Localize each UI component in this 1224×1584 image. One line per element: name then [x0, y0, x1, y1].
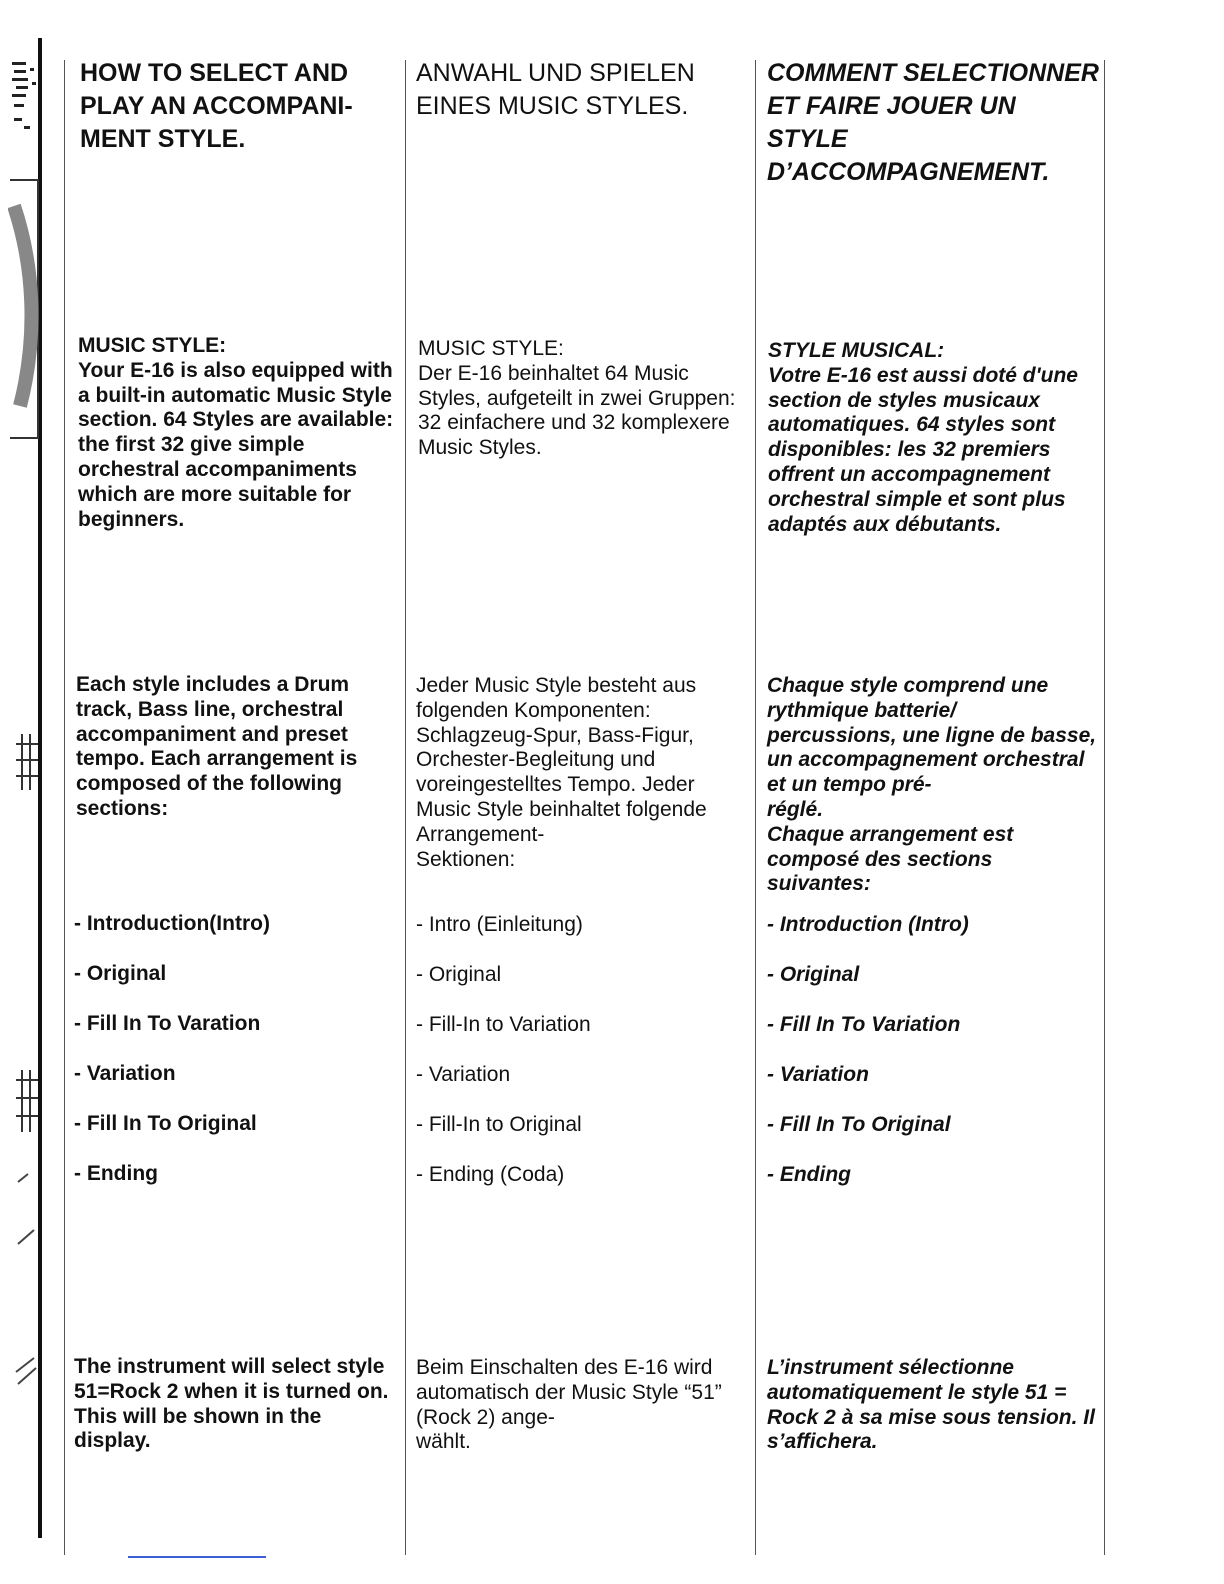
- french-sections-list: [767, 913, 1101, 1213]
- margin-scribble-mark: [10, 60, 40, 140]
- list-item: - Fill In To Varation: [74, 1012, 261, 1035]
- french-music-style: STYLE MUSICAL: Votre E-16 est aussi doté d'une section de styles musicaux automatiques. 64 styles sont disponibles: les 32 premiers offrent un accompagnement orchestral simple et sont plus adaptés aux débutants.: [768, 339, 1078, 536]
- list-item: - Original: [74, 962, 167, 985]
- german-sections-list: [416, 913, 746, 1213]
- english-sections-list: [74, 912, 394, 1212]
- french-title: COMMENT SELECTIONNER ET FAIRE JOUER UN STYLE D’ACCOMPAGNEMENT.: [767, 59, 1099, 186]
- margin-tick-mark: [14, 732, 40, 792]
- english-music-style: MUSIC STYLE: Your E-16 is also equipped with a built-in automatic Music Style section. 64 Styles are available: the first 32 give simple orchestral accompaniments which are more suitable for beginners.: [78, 334, 394, 531]
- margin-slash-marks: [14, 1150, 40, 1410]
- column-divider-right: [1104, 60, 1105, 1555]
- list-item: - Intro (Einleitung): [416, 913, 583, 936]
- german-startup-note: Beim Einschalten des E-16 wird automatisch der Music Style “51” (Rock 2) ange- wählt.: [416, 1356, 722, 1454]
- list-item: - Ending: [767, 1163, 851, 1186]
- list-item: - Variation: [74, 1062, 176, 1085]
- french-startup-note: L’instrument sélectionne automatiquement le style 51 = Rock 2 à sa mise sous tension. Il s’affichera.: [767, 1356, 1095, 1454]
- english-startup-note: The instrument will select style 51=Rock 2 when it is turned on. This will be shown in the display.: [74, 1355, 389, 1453]
- footer-rule: [128, 1556, 266, 1558]
- column-divider-2: [755, 60, 756, 1555]
- list-item: - Fill-In to Variation: [416, 1013, 591, 1036]
- list-item: - Fill-In to Original: [416, 1113, 582, 1136]
- german-music-style: MUSIC STYLE: Der E-16 beinhaltet 64 Music Styles, aufgeteilt in zwei Gruppen: 32 einfachere und 32 komplexere Music Styles.: [418, 337, 736, 460]
- list-item: - Original: [416, 963, 502, 986]
- list-item: - Introduction (Intro): [767, 913, 969, 936]
- list-item: - Original: [767, 963, 860, 986]
- list-item: - Introduction(Intro): [74, 912, 270, 935]
- column-divider-1: [405, 60, 406, 1555]
- list-item: - Variation: [767, 1063, 869, 1086]
- list-item: - Ending (Coda): [416, 1163, 565, 1186]
- list-item: - Ending: [74, 1162, 158, 1185]
- english-title: HOW TO SELECT AND PLAY AN ACCOMPANI- MENT STYLE.: [80, 59, 353, 153]
- german-title: ANWAHL UND SPIELEN EINES MUSIC STYLES.: [416, 59, 695, 120]
- english-each-style: Each style includes a Drum track, Bass line, orchestral accompaniment and preset tempo. Each arrangement is composed of the following sections:: [76, 673, 358, 820]
- list-item: - Variation: [416, 1063, 511, 1086]
- list-item: - Fill In To Original: [767, 1113, 951, 1136]
- german-each-style: Jeder Music Style besteht aus folgenden Komponenten: Schlagzeug-Spur, Bass-Figur, Orchester-Begleitung und voreingestelltes Tempo. Jeder Music Style beinhaltet folgende Arrangement- Sektionen:: [416, 674, 707, 871]
- column-divider-left: [64, 60, 65, 1555]
- list-item: - Fill In To Original: [74, 1112, 257, 1135]
- french-each-style: Chaque style comprend une rythmique batterie/ percussions, une ligne de basse, un accompagnement orchestral et un tempo pré- réglé. Chaque arrangement est composé des sections suivantes:: [767, 674, 1097, 896]
- margin-bracket-graphic: [8, 176, 48, 446]
- margin-tick-mark: [14, 1068, 40, 1134]
- list-item: - Fill In To Variation: [767, 1013, 961, 1036]
